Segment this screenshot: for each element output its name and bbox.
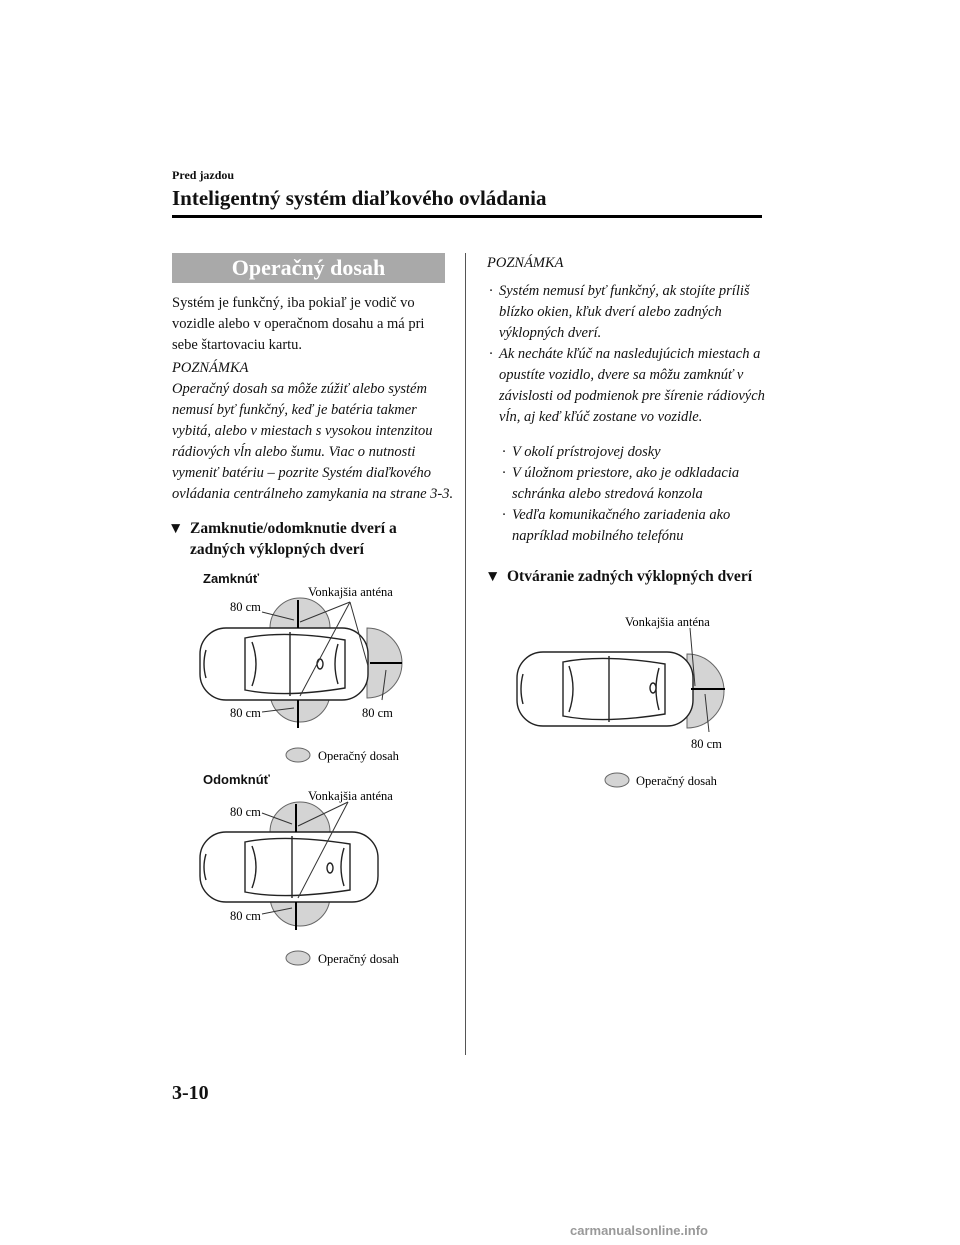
- unlock-diagram-title: Odomknúť: [203, 772, 270, 787]
- note-bullet-list: [487, 281, 772, 428]
- distance-label-bottom: 80 cm: [230, 909, 261, 923]
- subheading-text: Zamknutie/odomknutie dverí a zadných výklopných dverí: [190, 520, 397, 558]
- distance-label-top: 80 cm: [230, 600, 261, 614]
- tailgate-diagram: [505, 612, 765, 797]
- legend-swatch: [286, 951, 310, 965]
- bullet-icon: ·: [502, 444, 506, 460]
- bullet-icon: ·: [502, 465, 506, 481]
- bullet-icon: ·: [502, 507, 506, 523]
- range-zone-top: [270, 802, 330, 832]
- lock-diagram: [190, 580, 450, 770]
- triangle-down-icon: ▼: [168, 520, 184, 537]
- legend-label: Operačný dosah: [636, 774, 717, 788]
- legend-swatch: [286, 748, 310, 762]
- note-text: Operačný dosah sa môže zúžiť alebo systém nemusí byť funkčný, keď je batéria takmer vybitá, alebo v miestach s vysokou intenzitou rádiových vĺn alebo šumu. Viac o nutnosti vymeniť batériu – pozrite Systém diaľkového ovládania centrálneho zamykania na strane 3-3.: [172, 381, 454, 502]
- car-topview: [517, 652, 693, 726]
- section-label: Pred jazdou: [172, 168, 235, 182]
- car-topview: [200, 628, 368, 700]
- range-zone-top: [270, 598, 330, 628]
- intro-paragraph: Systém je funkčný, iba pokiaľ je vodič vo vozidle alebo v operačnom dosahu a má pri sebe štartovaciu kartu.: [172, 295, 425, 353]
- note-sub-bullet-list: [500, 442, 765, 547]
- list-item-text: Systém nemusí byť funkčný, ak stojíte príliš blízko okien, kľuk dverí alebo zadných výklopných dverí.: [499, 283, 750, 341]
- antenna-label: Vonkajšia anténa: [625, 615, 710, 629]
- lock-diagram-title: Zamknúť: [203, 571, 260, 586]
- list-item: [500, 505, 765, 547]
- legend-label: Operačný dosah: [318, 952, 399, 966]
- list-item: [487, 344, 772, 428]
- section-banner: Operačný dosah: [172, 253, 445, 283]
- car-topview: [200, 832, 378, 902]
- list-item: [500, 442, 765, 463]
- page-title: Inteligentný systém diaľkového ovládania: [172, 186, 547, 210]
- list-item-text: V okolí prístrojovej dosky: [512, 444, 661, 460]
- bullet-icon: ·: [489, 283, 493, 299]
- subheading-lock-unlock: [168, 518, 448, 560]
- legend-swatch: [605, 773, 629, 787]
- note-title: POZNÁMKA: [487, 255, 564, 271]
- watermark: carmanualsonline.info: [570, 1223, 708, 1238]
- triangle-down-icon: ▼: [485, 568, 501, 585]
- list-item-text: Ak necháte kľúč na nasledujúcich miestach a opustíte vozidlo, dvere sa môžu zamknúť v závislosti od podmienok pre šírenie rádiových vĺn, aj keď kľúč zostane vo vozidle.: [499, 346, 765, 425]
- distance-label-top: 80 cm: [230, 805, 261, 819]
- list-item: [500, 463, 765, 505]
- unlock-diagram: [190, 786, 450, 971]
- distance-label-rear: 80 cm: [691, 737, 722, 751]
- bullet-icon: ·: [489, 346, 493, 362]
- list-item: [487, 281, 772, 344]
- note-title: POZNÁMKA: [172, 360, 249, 376]
- subheading-tailgate: [485, 566, 755, 587]
- distance-label-rear: 80 cm: [362, 706, 393, 720]
- column-divider: [465, 253, 466, 1055]
- antenna-label: Vonkajšia anténa: [308, 789, 393, 803]
- distance-label-bottom: 80 cm: [230, 706, 261, 720]
- legend-label: Operačný dosah: [318, 749, 399, 763]
- page-number: 3-10: [172, 1082, 209, 1104]
- header-divider: [172, 215, 762, 218]
- antenna-label: Vonkajšia anténa: [308, 585, 393, 599]
- list-item-text: V úložnom priestore, ako je odkladacia schránka alebo stredová konzola: [512, 465, 740, 502]
- subheading-text: Otváranie zadných výklopných dverí: [507, 568, 753, 585]
- list-item-text: Vedľa komunikačného zariadenia ako napríklad mobilného telefónu: [512, 507, 731, 544]
